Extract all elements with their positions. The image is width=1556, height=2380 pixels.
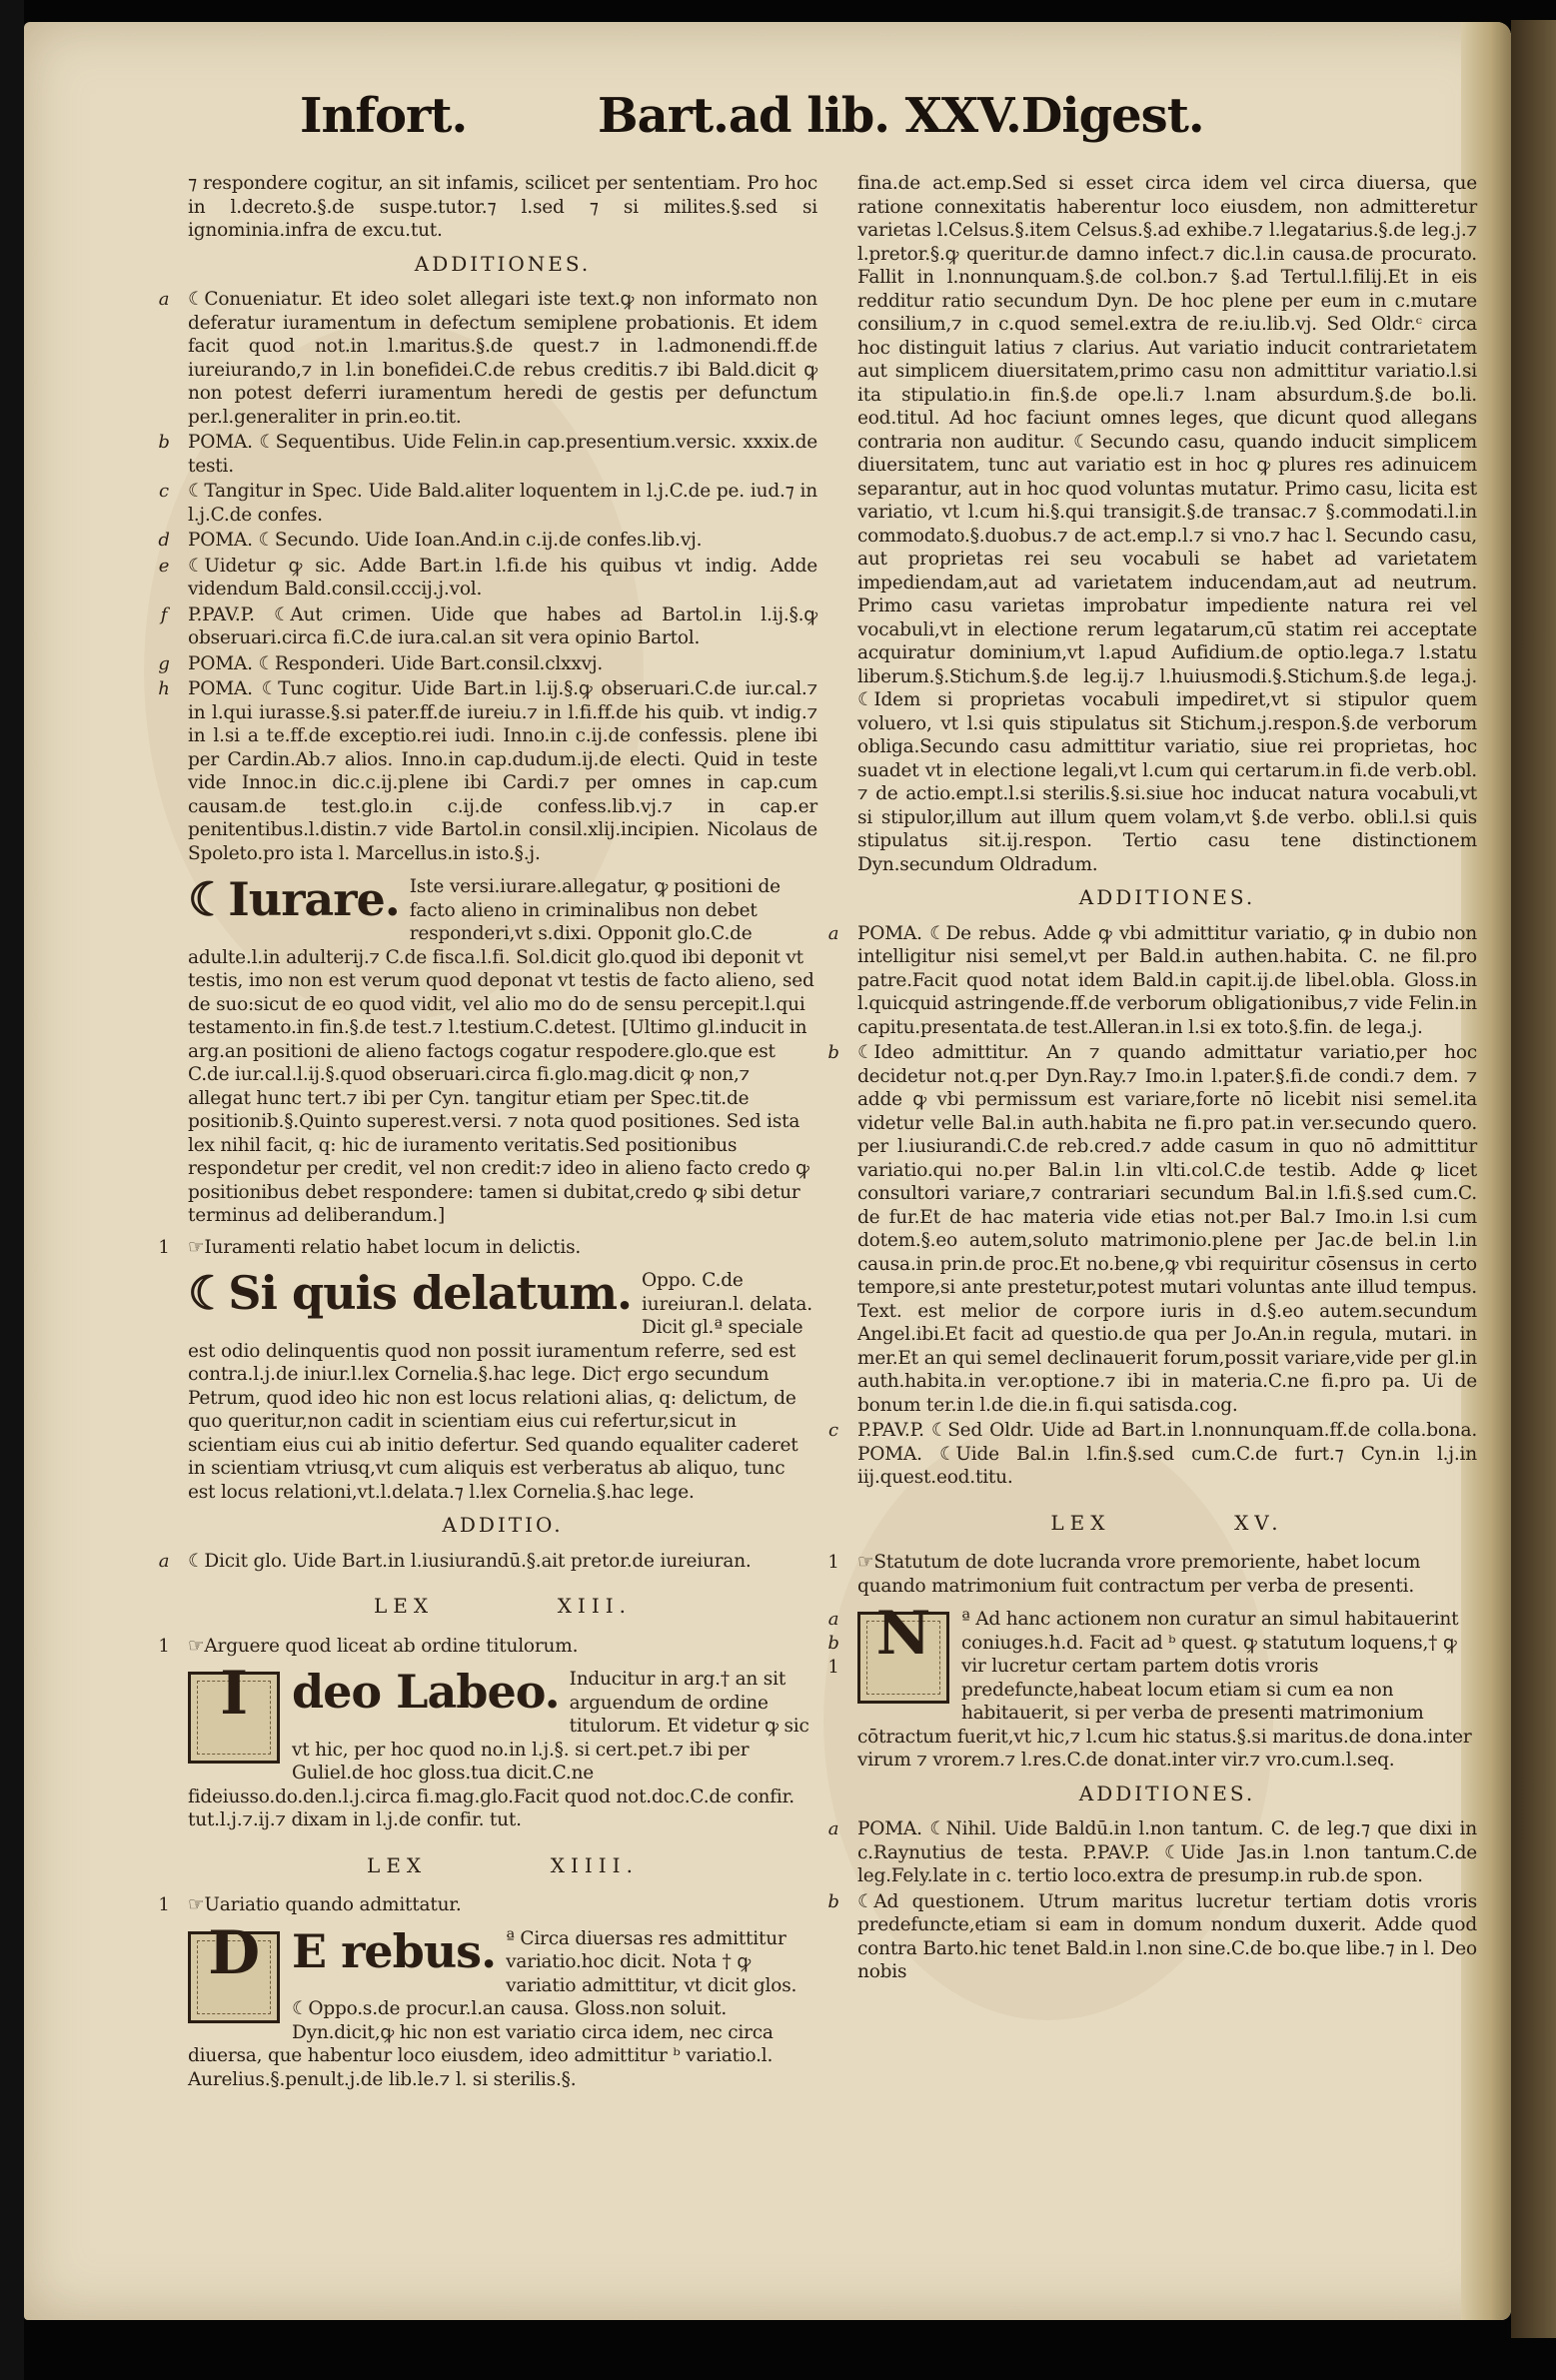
- margin-letter: a: [827, 1609, 839, 1630]
- annotation-c: [828, 1419, 1477, 1490]
- margin-letter: h: [158, 678, 170, 699]
- initial-letter: N: [875, 1599, 931, 1669]
- margin-letter: b: [827, 1890, 839, 1912]
- text-block: Iste versi.iurare.allegatur, ꝙ positioni de facto alieno in criminalibus non debet responderi,vt s.dixi. Opponit glo.C.de adulte.l.in adulterij.⁊ C.de fisca.l.fi. Sol.dicit glo.quod ibi deponit vt testis, imo non est verum quod deponat vt testis de facto alieno, sed de suo:sicut de eo quod vidit, vel alio mo do de sensu percepit.l.qui testamento.in fin.§.de test.⁊ l.testium.C.detest. [Ultimo gl.inducit in arg.an positioni de alieno factogs cogatur respodere.glo.que est C.de iur.cal.l.ij.§.quod obseruari.circa fi.glo.mag.dicit ꝙ non,⁊ allegat hunc tert.⁊ ibi per Cyn. tangitur etiam per Spec.tit.de positionib.§.Quinto superest.versi. ⁊ nota quod positiones. Sed ista lex nihil facit, q: hic de iuramento veritatis.Sed positionibus respondetur per credit, vel non credit:⁊ ideo in alieno facto credo ꝙ positionibus debet respondere: tamen si dubitat,credo ꝙ sibi detur terminus ad deliberandum.]: [188, 876, 814, 1226]
- margin-letter: g: [158, 652, 170, 674]
- initial-letter: I: [220, 1659, 248, 1729]
- summary-text: ☞Uariatio quando admittatur.: [188, 1894, 462, 1915]
- text-block: ⁊ respondere cogitur, an sit infamis, scilicet per sententiam. Pro hoc in l.decreto.§.de suspe.tutor.⁊ l.sed ⁊ si milites.§.sed si ignominia.infra de excu.tut.: [188, 173, 817, 241]
- text-block: fina.de act.emp.Sed si esset circa idem vel circa diuersa, que ratione connexitatis haberentur loco eiusdem, non admitteretur varietas l.Celsus.§.item Celsus.§.ad exhibe.⁊ l.legatarius.§.de leg.j.⁊ l.pretor.§.ꝙ queritur.de damno infect.⁊ dic.l.in causa.de procurato. Fallit in l.nonnunquam.§.de col.bon.⁊ §.ad Tertul.l.filij.Et in eis redditur ratio secundum Dyn. De hoc plene per eum in c.mutare consilium,⁊ in c.quod semel.extra de re.iu.lib.vj. Sed Oldr.ᶜ circa hoc distinguit latius ⁊ clarius. Aut variatio inducit contrarietatem aut simplicem diuersitatem,primo casu non admittitur variatio.l.si ita stipulatio.in fin.§.de ope.li.⁊ l.nam absurdum.§.de bo.li. eod.titul. Ad hoc faciunt omnes leges, que dicunt quod allegans contraria non auditur. ☾Secundo casu, quando inducit simplicem diuersitatem, tunc aut variatio est in hoc ꝙ plures res adinuicem separantur, aut in hoc quod voluntas mutatur. Primo casu, licita est variatio, vt l.cum hi.§.qui transigit.§.de transac.⁊ §.commodati.l.in commodato.§.duobus.⁊ de act.emp.l.⁊ si vno.⁊ hac l. Secundo casu, aut proprietas rei seu vocabuli se habet ad varietatem impediendam,aut ad varietatem inducendam,aut ad neutrum. Primo casu varietas improbatur impediente natura rei vel vocabuli,vt in electione rerum legatarum,cū statim rei acceptate acquiratur dominium,vt l.apud Aufidium.de optio.lega.⁊ l.statu liberum.§.Stichum.§.de leg.ij.⁊ l.huiusmodi.§.Stichum.§.de lega.j. ☾Idem si proprietas vocabuli impediret,vt si stipulor quem voluero, vt l.si quis stipulatus sit Stichum.j.respon.§.de verborum obliga.Secundo casu admittitur variatio, siue rei proprietas, hoc suadet vt in electione legali,vt l.cum qui certarum.in fi.de verb.obl. ⁊ de actio.empt.l.si sterilis.§.si.siue hoc inducat natura vocabuli,vt si stipulor,illum aut illum quem volam,vt §.de verbo. obli.l.si quis stipulatus sit.ij.respon. Tertio casu tene distinctionem Dyn.secundum Oldradum.: [857, 173, 1477, 875]
- margin-letter: b: [158, 432, 170, 453]
- margin-letter: d: [158, 530, 170, 551]
- left-column: [158, 172, 817, 2091]
- text-block: Inducitur in arg.† an sit arguendum de ordine titulorum. Et videtur ꝙ sic vt hic, per hoc quod no.in l.j.§. si cert.pet.⁊ ibi per Guliel.de hoc gloss.tua dicit.C.ne fideiusso.do.den.l.j.circa fi.mag.glo.Facit quod not.doc.C.de confir. tut.l.j.⁊.ij.⁊ dixam in l.j.de confir. tut.: [188, 1669, 809, 1830]
- margin-letter: b: [827, 1042, 839, 1063]
- lemma-de-rebus: E rebus.: [292, 1923, 497, 1978]
- annotation-text: POMA. ☾Nihil. Uide Baldū.in l.non tantum. C. de leg.⁊ que dixi in c.Raynutius de testa. P.PAV.P. ☾Uide Jas.in l.non tantum.C.de leg.Fely.late in c. tertio loco.extra de presump.in rub.de spon.: [857, 1818, 1477, 1886]
- summary-line: [827, 1551, 1477, 1598]
- annotation-text: ☾Uidetur ꝙ sic. Adde Bart.in l.fi.de his quibus vt indig. Adde videndum Bald.consil.cccij.j.vol.: [188, 555, 817, 599]
- annotation-e: [158, 555, 817, 601]
- margin-number: 1: [158, 1635, 170, 1657]
- lemma-si-quis-delatum: ☾Si quis delatum.: [188, 1266, 633, 1320]
- decorated-initial: [857, 1599, 949, 1704]
- annotation-text: POMA. ☾Tunc cogitur. Uide Bart.in l.ij.§.ꝙ obseruari.C.de iur.cal.⁊ in l.qui iurasse.§.si pater.ff.de iureiu.⁊ in l.fi.ff.de his quib. vt indig.⁊ in l.si a te.ff.de exceptio.rei iudi. Inno.in c.ij.de confessis. plene ibi per Cardin.Ab.⁊ alios. Inno.in cap.dudum.ij.de electi. Quid in teste vide Innoc.in dic.c.ij.plene ibi Cardi.⁊ per omnes in cap.cum causam.de test.glo.in c.ij.de confess.lib.vj.⁊ in cap.er penitentibus.l.distin.⁊ vide Bartol.in consil.xlij.incipien. Nicolaus de Spoleto.pro ista l. Marcellus.in isto.§.j.: [188, 678, 817, 864]
- annotation-text: ☾Ideo admittitur. An ⁊ quando admittatur variatio,per hoc decidetur not.q.per Dyn.Ray.⁊ Imo.in l.pater.§.fi.de condi.⁊ dem. ⁊ adde ꝙ vbi permissum est variare,forte nō licebit nisi semel.ita videtur velle Bal.in auth.habita ne fi.pro pat.in ver.secundo quero. per l.iusiurandi.C.de reb.cred.⁊ adde casum in quo nō admittitur variatio.qui no.per Bal.in l.in vlti.col.C.de testib. Adde ꝙ licet consultori variare,⁊ contrariari secundum Bal.in l.fi.§.sed cum.C. de fur.Et de hac materia vide etias not.per Bal.⁊ Imo.in l.si cum dotem.§.eo autem,soluto matrimonio.plene per Jac.de bel.in l.in causa.in prin.de proc.Et no.bene,ꝙ vbi requiritur cōsensus in certo tempore,si ante prestetur,potest mutari voluntas ante illud tempus. Text. est melior de corpore iuris in d.§.eo autem.secundum Angel.ibi.Et facit ad questio.de qua per Jo.An.in regula, mutari. in mer.Et an qui semel declinauerit forum,possit variare,vide per gl.in auth.habita.in ver.optione.⁊ ibi in materia.C.ne fi.pro pa. Ui de bonum ter.in l.de die.in fi.qui satisda.cog.: [857, 1042, 1477, 1416]
- summary-text: ☞Arguere quod liceat ab ordine titulorum.: [188, 1635, 579, 1657]
- annotation-text: POMA. ☾Responderi. Uide Bart.consil.clxxvj.: [188, 652, 604, 674]
- annotation-text: P.PAV.P. ☾Aut crimen. Uide que habes ad Bartol.in l.ij.§.ꝙ obseruari.circa fi.C.de iura.cal.an sit vera opinio Bartol.: [188, 603, 817, 648]
- decorated-initial: [188, 1917, 280, 2023]
- right-column: [827, 172, 1477, 1986]
- margin-number: 1: [827, 1657, 839, 1678]
- si-quis-section: [188, 1266, 817, 1504]
- text-block: ª Ad hanc actionem non curatur an simul habitauerint coniuges.h.d. Facit ad ᵇ quest. ꝙ statutum loquens,† ꝙ vir lucretur certam partem dotis vroris predefuncte,habeat locum etiam si cum ea non habitauerit, si per verba de presenti matrimonium cōtractum fuerit,vt hic,⁊ l.cum hic status.§.si maritus.de dona.inter virum ⁊ vrorem.⁊ l.res.C.de donat.inter vir.⁊ vro.cum.l.seq.: [857, 1609, 1472, 1771]
- scan-border-left: [0, 0, 24, 2380]
- iurare-section: [188, 872, 817, 1228]
- annotation-text: P.PAV.P. ☾Sed Oldr. Uide ad Bart.in l.nonnunquam.ff.de colla.bona. POMA. ☾Uide Bal.in l.fin.§.sed cum.C.de furt.⁊ Cyn.in l.j.in iij.quest.eod.titu.: [857, 1420, 1477, 1488]
- margin-letter: b: [827, 1633, 839, 1654]
- annotation-b: [158, 431, 817, 478]
- margin-letter: a: [158, 1550, 170, 1572]
- section-heading: ADDITIO.: [442, 1513, 564, 1537]
- running-header: [300, 78, 1486, 158]
- section-heading: ADDITIONES.: [1078, 1781, 1256, 1805]
- annotation-a: [158, 1550, 817, 1574]
- lemma-iurare: ☾Iurare.: [188, 872, 400, 926]
- lex-heading: LEX XV.: [1050, 1510, 1284, 1535]
- summary-text: ☞Iuramenti relatio habet locum in delictis.: [188, 1236, 582, 1258]
- margin-letter: c: [828, 1420, 838, 1441]
- header-right: Bart.ad lib. XXV.Digest.: [598, 88, 1204, 144]
- annotation-d: [158, 529, 817, 553]
- adjacent-page-edge: [1511, 20, 1556, 2338]
- margin-number: 1: [158, 1236, 170, 1258]
- margin-letter: e: [158, 555, 170, 577]
- annotation-b: [827, 1041, 1477, 1417]
- margin-letter: f: [160, 603, 168, 625]
- annotation-h: [158, 677, 817, 865]
- annotation-text: ☾Conueniatur. Et ideo solet allegari iste text.ꝙ non informato non deferatur iuramentum in defectum semiplene probationis. Et idem facit quod not.in l.maritus.§.de quest.⁊ in l.admonendi.ff.de iureiurando,⁊ in l.in bonefidei.C.de rebus creditis.⁊ ibi Bald.dicit ꝙ non potest deferri iuramentum heredi de gestis per defunctum per.l.generaliter in prin.eo.tit.: [188, 289, 817, 428]
- initial-letter: D: [208, 1917, 260, 1988]
- margin-number: 1: [827, 1552, 839, 1573]
- annotation-g: [158, 652, 817, 676]
- annotation-b: [827, 1890, 1477, 1984]
- summary-text: ☞Statutum de dote lucranda vrore premoriente, habet locum quando matrimonium fuit contractum per verba de presenti.: [857, 1552, 1421, 1597]
- annotation-text: ☾Ad questionem. Utrum maritus lucretur tertiam dotis vroris predefuncte,etiam si eam in domum nondum duxerit. Adde quod contra Barto.hic tenet Bald.in l.non sine.C.de bo.que libe.⁊ in l. Deo nobis: [857, 1890, 1477, 1982]
- section-heading: ADDITIONES.: [414, 251, 592, 276]
- annotation-text: POMA. ☾De rebus. Adde ꝙ vbi admittitur variatio, ꝙ in dubio non intelligitur nisi semel,vt per Bald.in authen.habita. C. ne fil.pro patre.Facit quod notat idem Bald.in capit.ij.de libel.obla. Gloss.in l.quicquid astringende.ff.de verborum obligationibus,⁊ vide Felin.in capitu.presentata.de test.Alleran.in l.si ex toto.§.fin. de lega.j.: [857, 922, 1477, 1038]
- summary-line: [158, 1893, 817, 1917]
- header-left: Infort.: [300, 88, 468, 144]
- annotation-text: ☾Dicit glo. Uide Bart.in l.iusiurandū.§.ait pretor.de iureiuran.: [188, 1550, 752, 1572]
- annotation-a: [827, 922, 1477, 1040]
- decorated-initial: [188, 1659, 280, 1764]
- summary-line: [158, 1635, 817, 1659]
- annotation-text: ☾Tangitur in Spec. Uide Bald.aliter loquentem in l.j.C.de pe. iud.⁊ in l.j.C.de confes.: [188, 481, 817, 526]
- nihil-section: [827, 1599, 1477, 1773]
- section-heading: ADDITIONES.: [1078, 885, 1256, 909]
- annotation-text: POMA. ☾Sequentibus. Uide Felin.in cap.presentium.versic. xxxix.de testi.: [188, 432, 817, 477]
- de-rebus-section: [188, 1917, 817, 2092]
- margin-letter: a: [158, 289, 170, 310]
- summary-line: [158, 1236, 817, 1260]
- margin-number: 1: [158, 1894, 170, 1915]
- margin-letter: c: [159, 481, 169, 502]
- ideo-labeo-section: [188, 1659, 817, 1832]
- annotation-text: POMA. ☾Secundo. Uide Ioan.And.in c.ij.de confes.lib.vj.: [188, 530, 703, 551]
- annotation-a: [158, 288, 817, 429]
- annotation-f: [160, 603, 817, 650]
- annotation-c: [159, 480, 817, 527]
- lemma-ideo-labeo: deo Labeo.: [292, 1665, 560, 1719]
- text-block: ª Circa diuersas res admittitur variatio.hoc dicit. Nota † ꝙ variatio admittitur, vt dicit glos. ☾Oppo.s.de procur.l.an causa. Gloss.non soluit. Dyn.dicit,ꝙ hic non est variatio circa idem, nec circa diuersa, que habentur loco eiusdem, ideo admittitur ᵇ variatio.l. Aurelius.§.penult.j.de lib.le.⁊ l. si sterilis.§.: [188, 1927, 797, 2090]
- annotation-a: [827, 1817, 1477, 1888]
- margin-letter: a: [827, 1818, 839, 1839]
- lex-heading: LEX XIIII.: [367, 1852, 639, 1877]
- lex-heading: LEX XIII.: [374, 1594, 632, 1618]
- text-block: Oppo. C.de iureiuran.l. delata. Dicit gl.ª speciale est odio delinquentis quod non possit iuramentum referre, sed est contra.l.j.de iniur.l.lex Cornelia.§.hac lege. Dic† ergo secundum Petrum, quod ideo hic non est locus relationi alias, q: delictum, de quo queritur,non cadit in scientiam eius cui refertur,sicut in scientiam eius cui ab initio defertur. Sed quando equaliter caderet in scientiam vtriusq,vt cum aliquis est verberatus ab aliquo, tunc est locus relationi,vt.l.delata.⁊ l.lex Cornelia.§.hac lege.: [188, 1270, 812, 1503]
- margin-letter: a: [827, 922, 839, 944]
